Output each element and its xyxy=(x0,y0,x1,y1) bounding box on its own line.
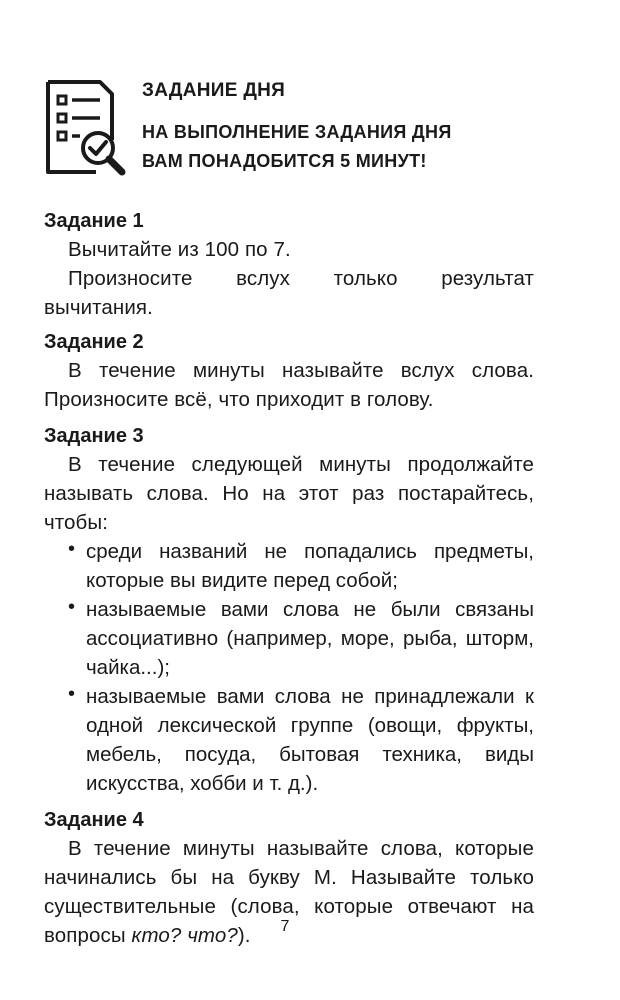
tasks-content xyxy=(44,207,534,950)
checklist-magnifier-icon xyxy=(42,78,130,178)
task-1-title: Задание 1 xyxy=(44,210,144,232)
task-3-bullet-list xyxy=(44,537,534,798)
task-4-text-start: В течение минуты называйте слова, которые начинались бы на букву М. Называйте только существительные (слова, которые отвечают на вопросы xyxy=(44,837,534,947)
list-item xyxy=(66,595,534,682)
header-subtitle-line-1: НА ВЫПОЛНЕНИЕ ЗАДАНИЯ ДНЯ xyxy=(142,122,452,142)
task-4-text-italic: кто? что? xyxy=(131,924,238,947)
task-1-paragraph-1: Вычитайте из 100 по 7. xyxy=(68,238,291,261)
task-2-title: Задание 2 xyxy=(44,331,144,353)
header-text xyxy=(142,72,602,176)
task-4-title: Задание 4 xyxy=(44,809,144,831)
bullet-text: среди названий не попадались предметы, которые вы видите перед собой; xyxy=(86,540,534,592)
bullet-dot: • xyxy=(68,538,76,560)
bullet-text: называемые вами слова не принадлежали к одной лексической группе (овощи, фрукты, мебель, посуда, бытовая техника, виды искусства, хобби и т. д.). xyxy=(86,685,534,795)
task-2 xyxy=(44,328,534,414)
task-3-paragraph-1: В течение следующей минуты продолжайте называть слова. Но на этот раз постарайтесь, чтобы: xyxy=(44,453,534,534)
bullet-dot: • xyxy=(68,596,76,618)
list-item xyxy=(66,682,534,798)
task-4-text-end: ). xyxy=(237,924,251,947)
task-1 xyxy=(44,207,534,322)
task-1-paragraph-2: Произносите вслух только результат вычитания. xyxy=(44,267,534,319)
bullet-dot: • xyxy=(68,683,76,705)
task-3 xyxy=(44,422,534,798)
task-2-paragraph-1: В течение минуты называйте вслух слова. Произносите всё, что приходит в голову. xyxy=(44,359,534,411)
bullet-text: называемые вами слова не были связаны ассоциативно (например, море, рыба, шторм, чайка...); xyxy=(86,598,534,679)
list-item xyxy=(66,537,534,595)
task-of-day-header xyxy=(42,72,602,182)
page-number: 7 xyxy=(280,918,290,935)
task-3-title: Задание 3 xyxy=(44,425,144,447)
header-subtitle-line-2: ВАМ ПОНАДОБИТСЯ 5 МИНУТ! xyxy=(142,151,427,171)
header-title: ЗАДАНИЕ ДНЯ xyxy=(142,80,286,101)
